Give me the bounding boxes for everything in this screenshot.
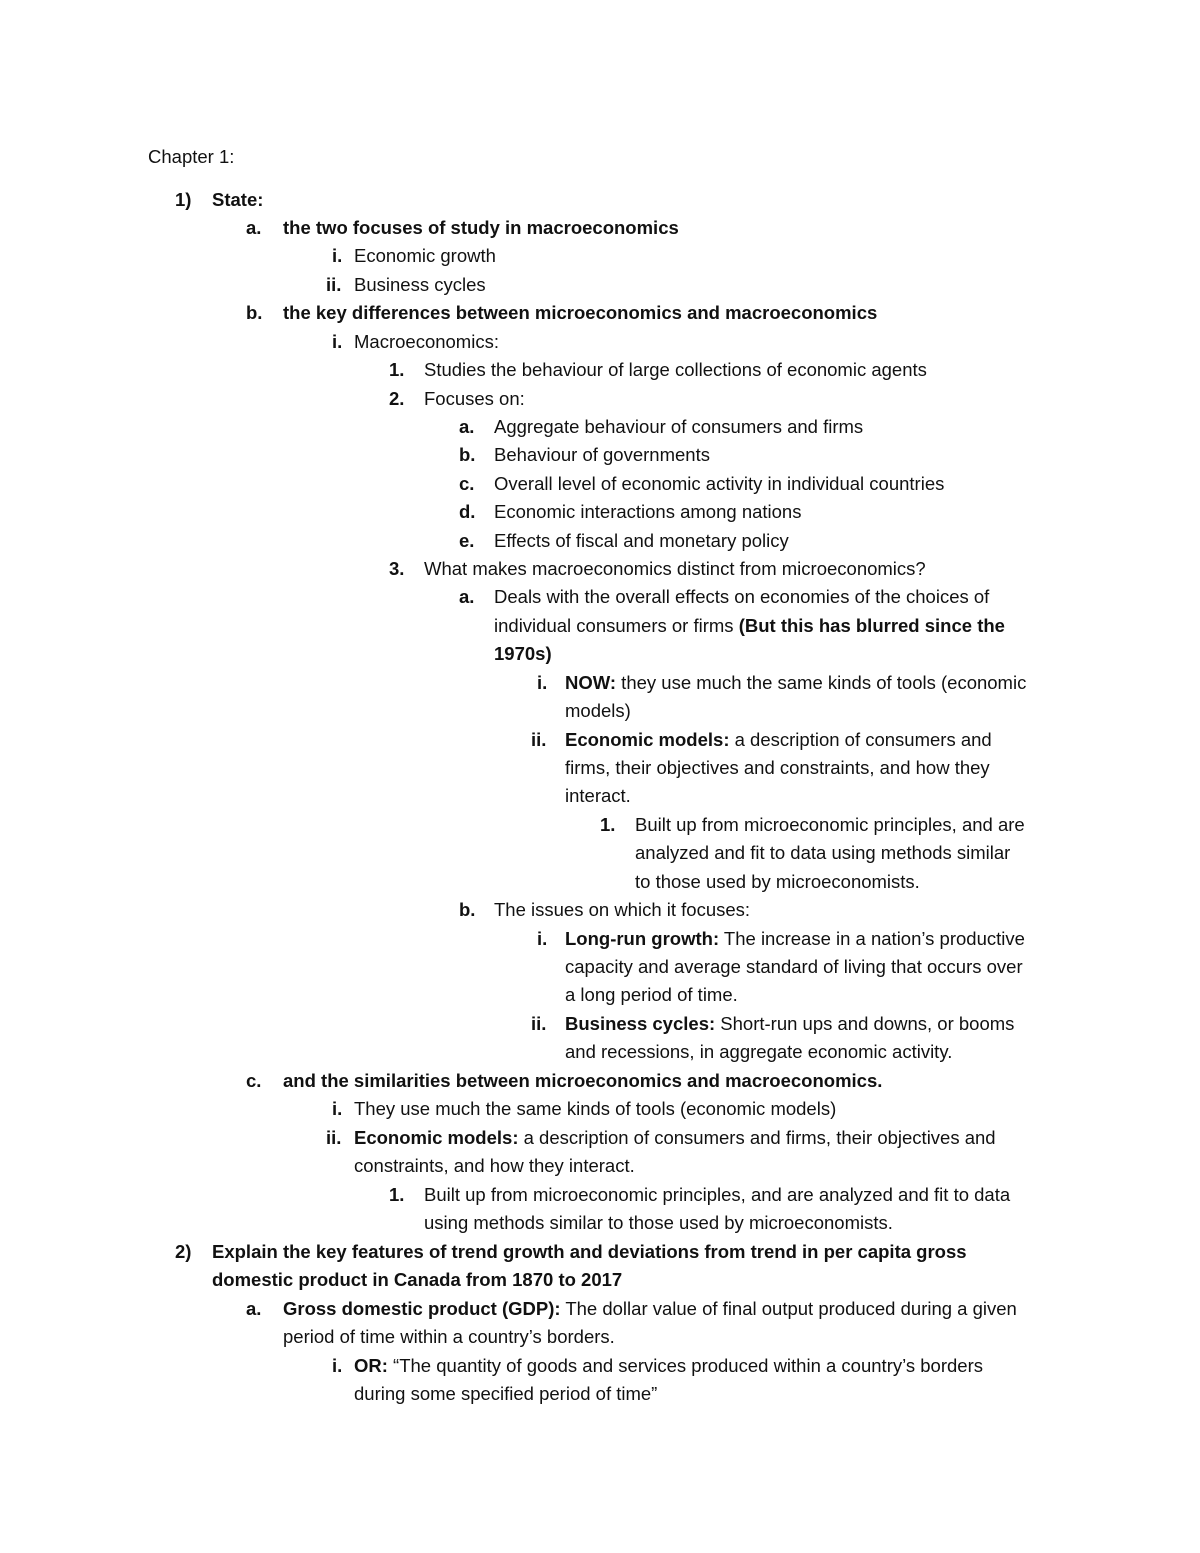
- list-item-text: Business cycles: [354, 274, 486, 295]
- list-marker: 1): [175, 189, 192, 210]
- list-item-text: the two focuses of study in macroeconomics: [283, 217, 679, 238]
- term-label: OR:: [354, 1355, 388, 1376]
- list-item-text: analyzed and fit to data using methods similar: [635, 842, 1011, 863]
- list-marker: i.: [332, 1098, 343, 1119]
- list-item-text: [354, 1352, 983, 1380]
- list-item-text: Focuses on:: [424, 388, 525, 409]
- list-item-text: [565, 669, 1026, 697]
- list-item-text: to those used by microeconomists.: [635, 871, 920, 892]
- list-item-text: a long period of time.: [565, 984, 738, 1005]
- list-marker: 1.: [389, 1184, 405, 1205]
- plain-text: The dollar value of final output produced during a given: [560, 1298, 1017, 1319]
- plain-text: Short-run ups and downs, or booms: [715, 1013, 1015, 1034]
- list-item-text: constraints, and how they interact.: [354, 1155, 635, 1176]
- plain-text: a description of consumers and: [729, 729, 992, 750]
- list-item-text: They use much the same kinds of tools (economic models): [354, 1098, 837, 1119]
- list-marker: i.: [332, 245, 343, 266]
- list-item-text: [565, 726, 992, 754]
- list-marker: i.: [332, 331, 343, 352]
- list-item-text: Studies the behaviour of large collections of economic agents: [424, 359, 927, 380]
- list-marker: i.: [537, 928, 548, 949]
- list-marker: 1.: [389, 359, 405, 380]
- list-marker: c.: [246, 1070, 262, 1091]
- list-item-text: Deals with the overall effects on economies of the choices of: [494, 586, 990, 607]
- list-marker: a.: [459, 586, 475, 607]
- plain-text: individual consumers or firms: [494, 615, 739, 636]
- list-item-text: Built up from microeconomic principles, and are analyzed and fit to data: [424, 1184, 1011, 1205]
- list-item-text: domestic product in Canada from 1870 to 2017: [212, 1269, 623, 1290]
- list-item-text: period of time within a country’s borders.: [283, 1326, 615, 1347]
- list-marker: b.: [459, 444, 476, 465]
- list-item-text: [354, 1124, 996, 1152]
- plain-text: “The quantity of goods and services produced within a country’s borders: [387, 1355, 983, 1376]
- term-label: Gross domestic product (GDP):: [283, 1298, 561, 1319]
- list-item-text: interact.: [565, 785, 631, 806]
- list-item-text: What makes macroeconomics distinct from microeconomics?: [424, 558, 926, 579]
- list-marker: b.: [246, 302, 263, 323]
- list-marker: 1.: [600, 814, 616, 835]
- list-item-text: Aggregate behaviour of consumers and firms: [494, 416, 864, 437]
- list-item-text: firms, their objectives and constraints, and how they: [565, 757, 990, 778]
- term-label: Business cycles:: [565, 1013, 716, 1034]
- list-item-text: Behaviour of governments: [494, 444, 710, 465]
- term-label: Economic models:: [565, 729, 730, 750]
- list-marker: 2.: [389, 388, 405, 409]
- term-label: Economic models:: [354, 1127, 519, 1148]
- chapter-title: Chapter 1:: [148, 146, 235, 167]
- bold-text: (But this has blurred since the: [738, 615, 1005, 636]
- list-item-text: and the similarities between microeconomics and macroeconomics.: [283, 1070, 883, 1091]
- list-marker: i.: [332, 1355, 343, 1376]
- list-marker: e.: [459, 530, 475, 551]
- list-marker: a.: [246, 1298, 262, 1319]
- list-item-text: Macroeconomics:: [354, 331, 499, 352]
- list-marker: ii.: [326, 274, 342, 295]
- list-item-text: Built up from microeconomic principles, and are: [635, 814, 1025, 835]
- list-item-text: Economic growth: [354, 245, 496, 266]
- list-marker: b.: [459, 899, 476, 920]
- list-marker: a.: [246, 217, 262, 238]
- list-item-text: [565, 1010, 1014, 1038]
- list-marker: ii.: [326, 1127, 342, 1148]
- list-marker: ii.: [531, 729, 547, 750]
- list-marker: c.: [459, 473, 475, 494]
- list-marker: d.: [459, 501, 476, 522]
- list-item-text: The issues on which it focuses:: [494, 899, 751, 920]
- list-item-text: Overall level of economic activity in individual countries: [494, 473, 945, 494]
- list-item-text: State:: [212, 189, 264, 210]
- term-label: Long-run growth:: [565, 928, 720, 949]
- list-item-text: using methods similar to those used by microeconomists.: [424, 1212, 893, 1233]
- list-item-text: and recessions, in aggregate economic activity.: [565, 1041, 953, 1062]
- list-item-text: capacity and average standard of living that occurs over: [565, 956, 1023, 977]
- list-item-text: Economic interactions among nations: [494, 501, 802, 522]
- plain-text: they use much the same kinds of tools (economic: [616, 672, 1027, 693]
- plain-text: The increase in a nation’s productive: [719, 928, 1025, 949]
- list-item-text: Effects of fiscal and monetary policy: [494, 530, 789, 551]
- list-marker: i.: [537, 672, 548, 693]
- list-marker: 2): [175, 1241, 192, 1262]
- bold-text: 1970s): [494, 643, 552, 664]
- list-item-text: [494, 612, 1005, 640]
- list-item-text: [283, 1295, 1017, 1323]
- term-label: NOW:: [565, 672, 617, 693]
- list-marker: a.: [459, 416, 475, 437]
- plain-text: a description of consumers and firms, their objectives and: [518, 1127, 996, 1148]
- list-item-text: during some specified period of time”: [354, 1383, 658, 1404]
- list-item-text: models): [565, 700, 631, 721]
- list-item-text: the key differences between microeconomics and macroeconomics: [283, 302, 878, 323]
- list-item-text: [565, 925, 1025, 953]
- list-marker: 3.: [389, 558, 405, 579]
- list-item-text: Explain the key features of trend growth and deviations from trend in per capita gross: [212, 1241, 967, 1262]
- list-marker: ii.: [531, 1013, 547, 1034]
